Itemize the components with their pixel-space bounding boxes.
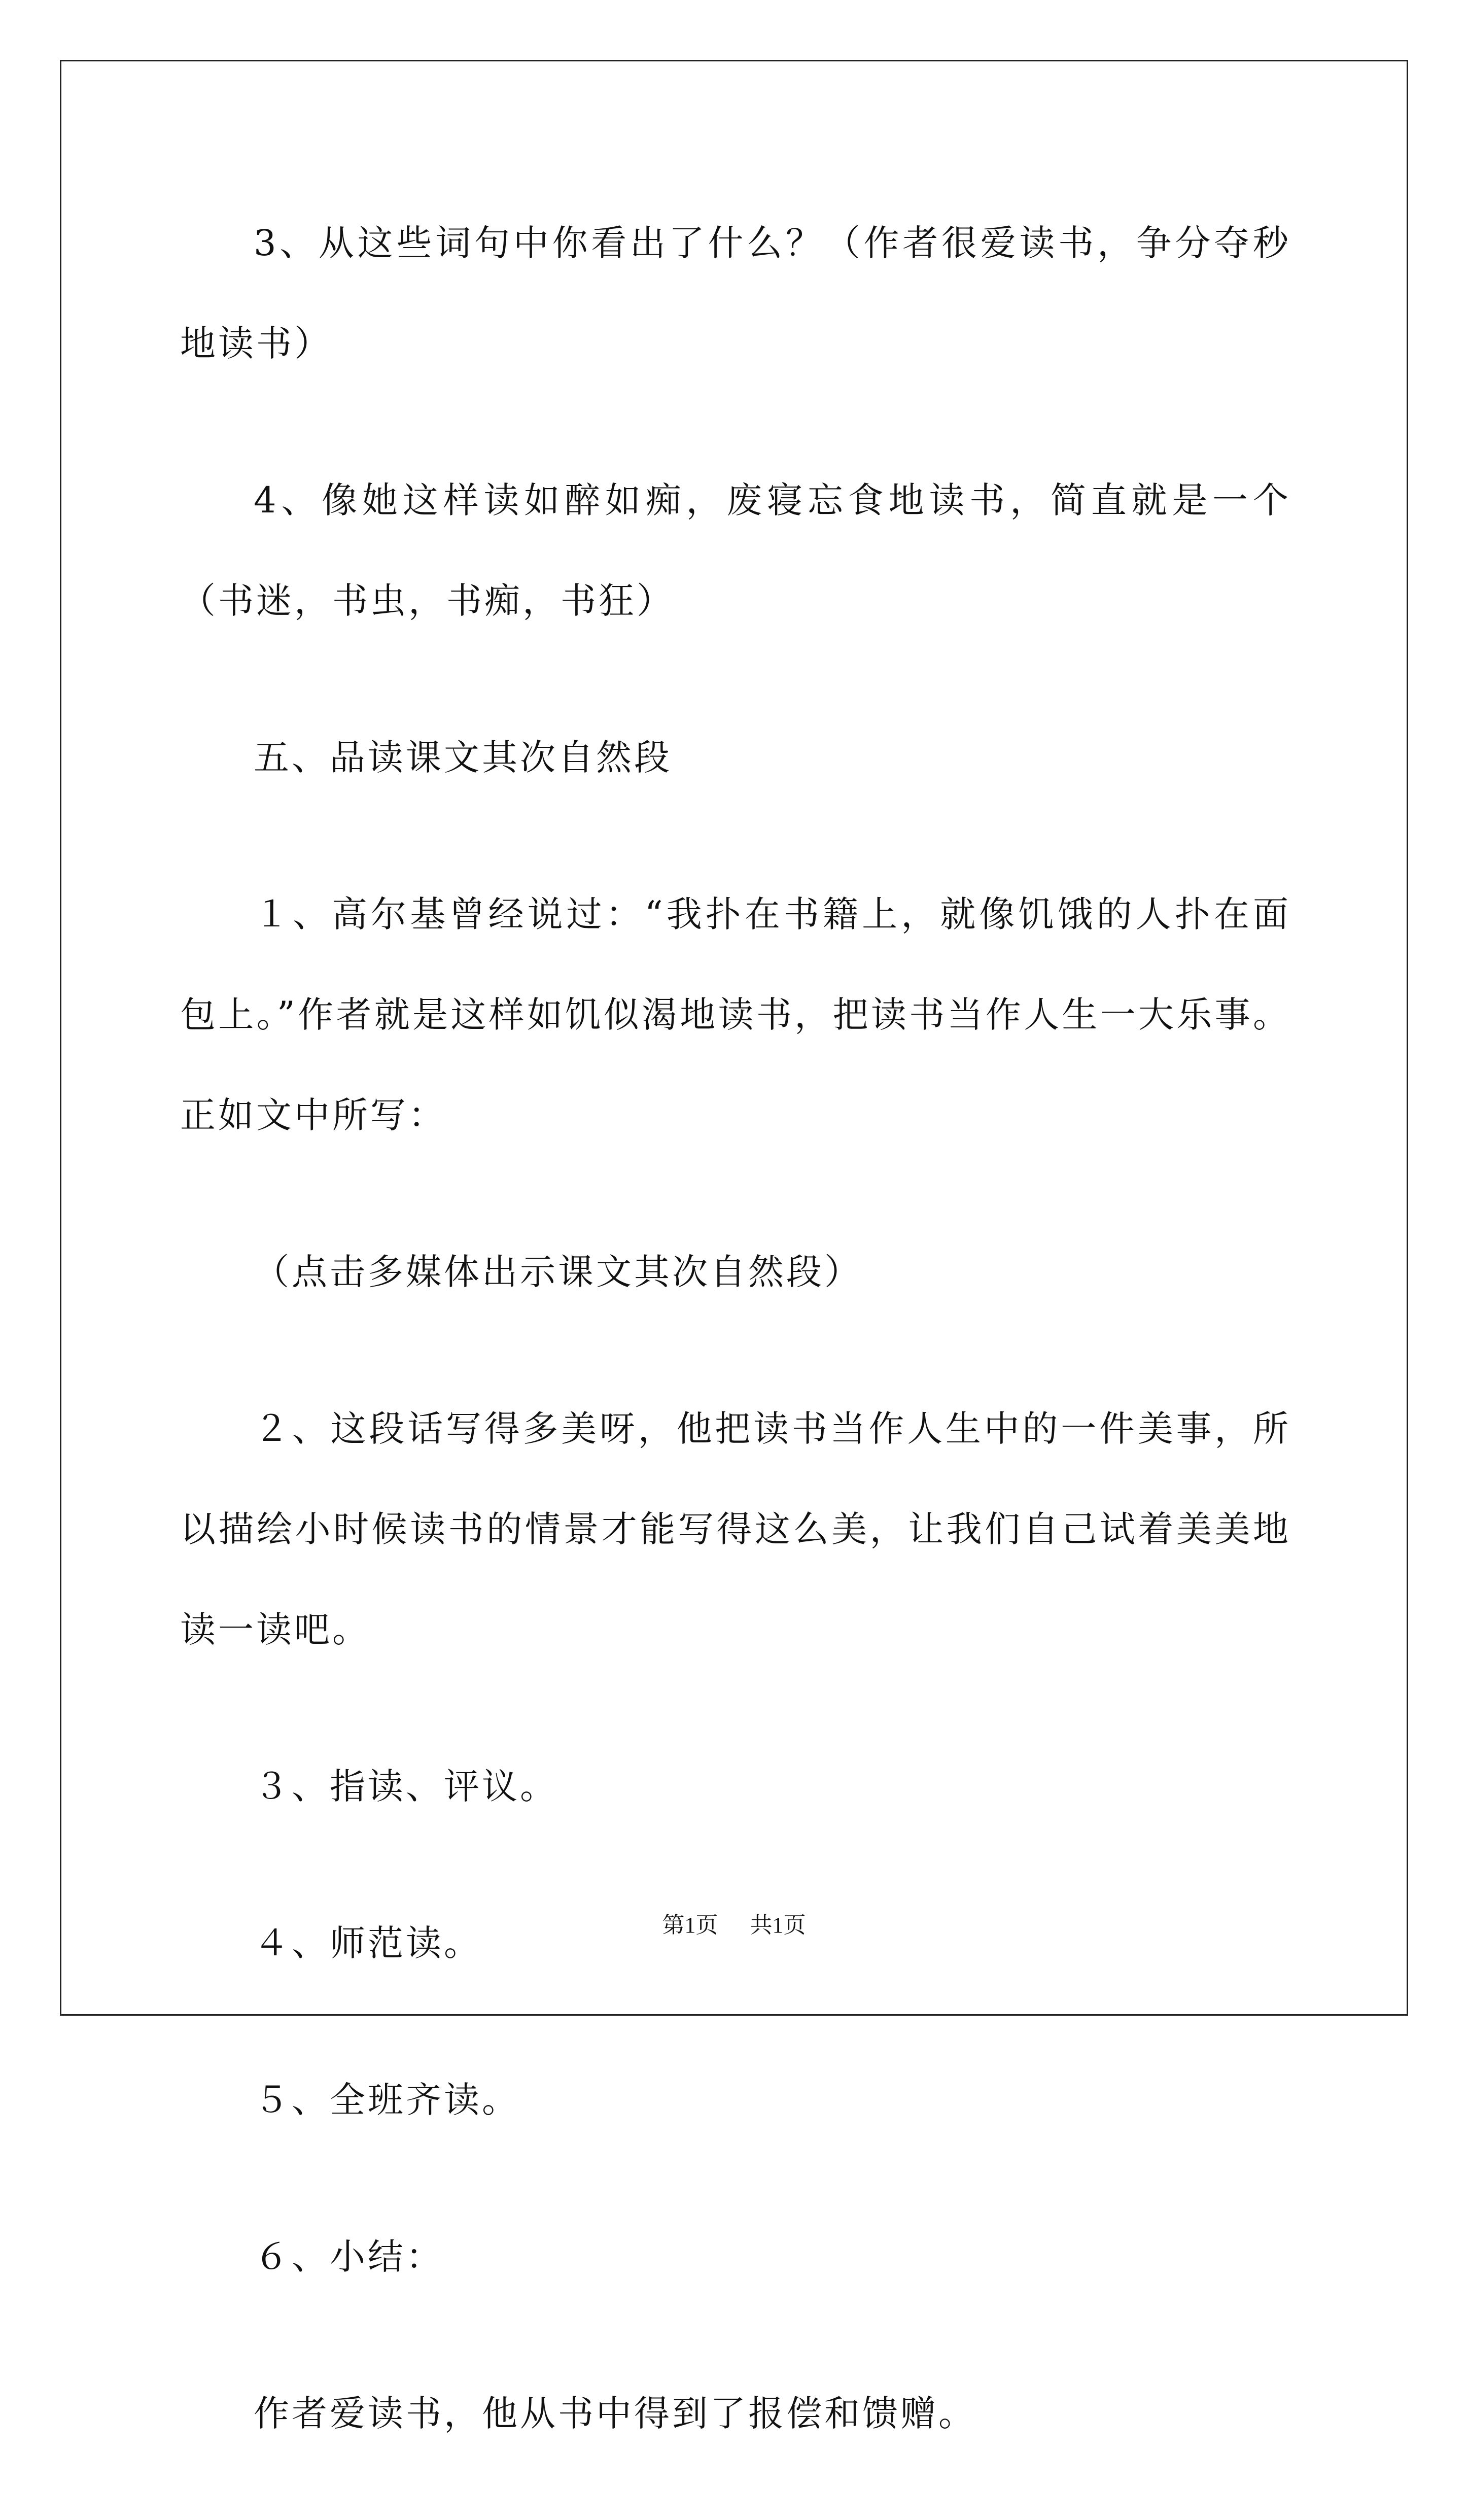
- page-footer: [0, 1910, 1468, 1941]
- paragraph-item-6: ６、小结：: [254, 2236, 444, 2277]
- paragraph-item-3: ３、指读、评议。: [254, 1766, 558, 1807]
- paragraph-item-1: １、高尔基曾经说过：“我扑在书籍上，就像饥饿的人扑在面包上。”作者就是这样如饥似渴地读书，把读书当作人生一大乐事。正如文中所写：: [180, 893, 1291, 1136]
- paragraph-summary: 作者爱读书，他从书中得到了报偿和馈赠。: [254, 2393, 976, 2434]
- paragraph-multimedia-note: （点击多媒体出示课文其次自然段）: [254, 1251, 862, 1293]
- page-number-current: 第1页: [662, 1913, 718, 1938]
- section-heading-5: 五、品读课文其次自然段: [254, 737, 672, 778]
- document-body: [180, 193, 1291, 2520]
- paragraph-item-5: ５、全班齐读。: [254, 2079, 520, 2121]
- paragraph-item-4: ４、师范读。: [254, 1922, 482, 1964]
- paragraph-question-3: 3、从这些词句中你看出了什么？（作者很爱读书，争分夺秒地读书）: [180, 222, 1291, 364]
- paragraph-question-4: 4、像她这样读如醉如痴，废寝忘食地读书，简直就是一个（书迷，书虫，书痴，书狂）: [180, 479, 1291, 622]
- paragraph-item-2: ２、这段话写得多美呀，他把读书当作人生中的一件美事，所以描绘小时候读书的情景才能写得这么美，让我们自己试着美美地读一读吧。: [180, 1408, 1291, 1650]
- page-number-total: 共1页: [750, 1913, 806, 1938]
